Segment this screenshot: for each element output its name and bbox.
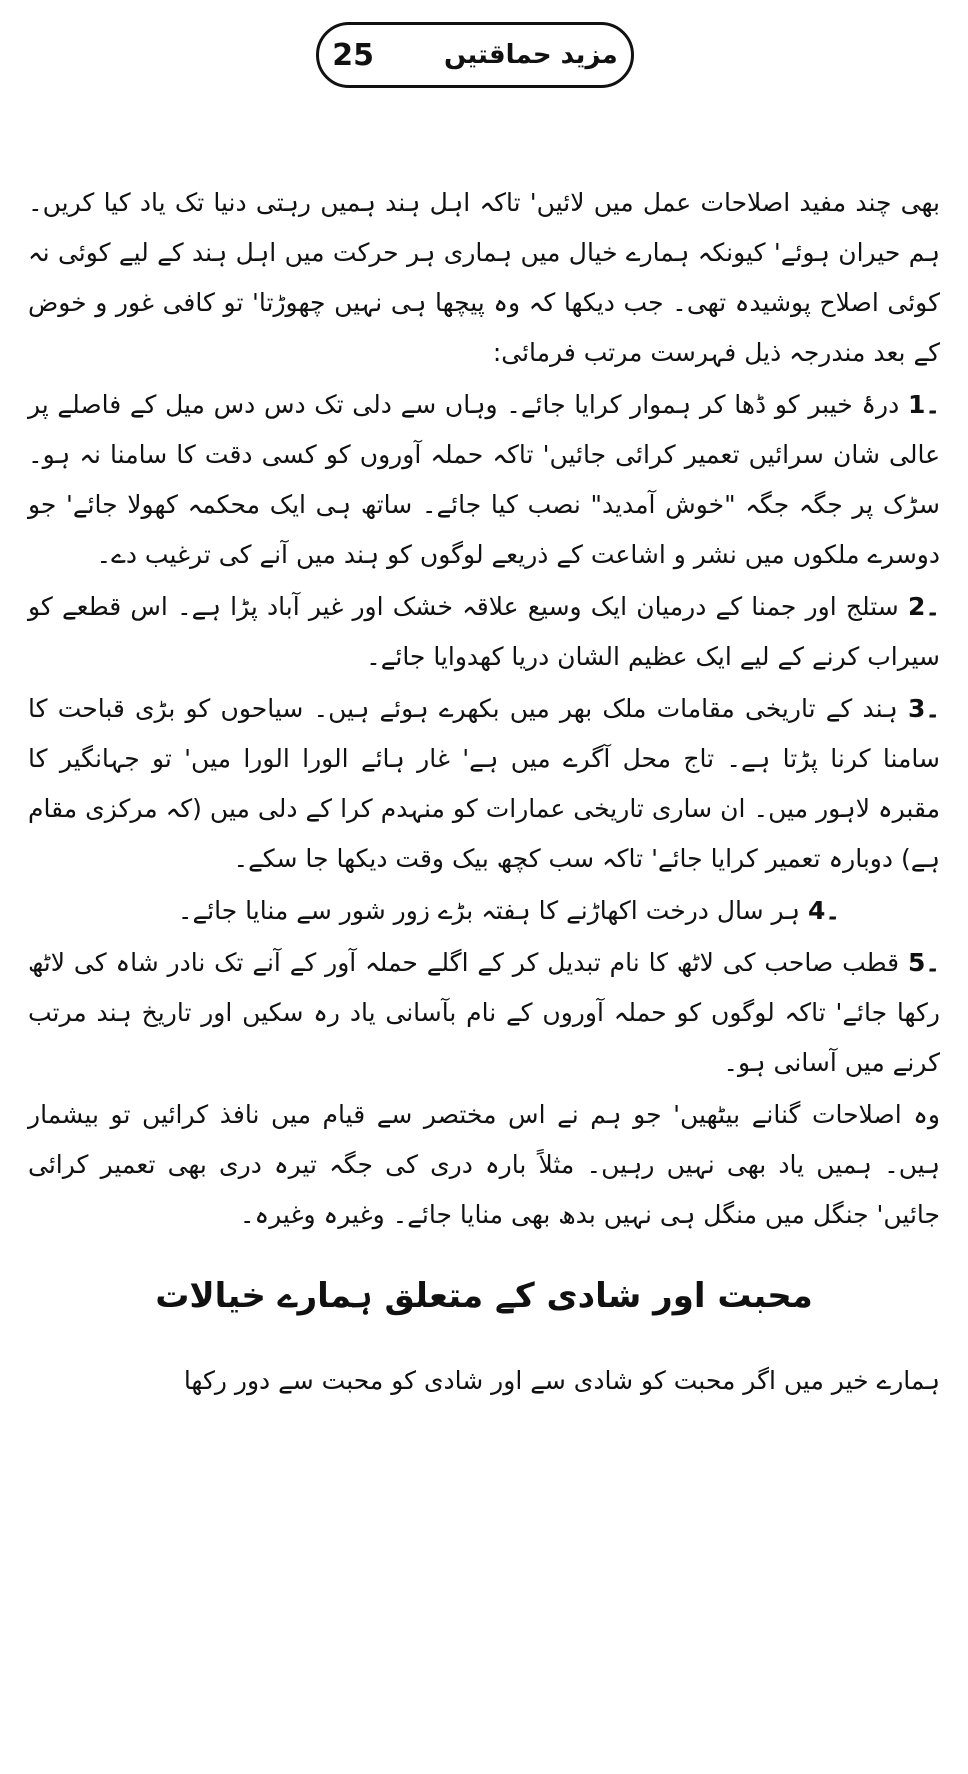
- page-number: 25: [332, 37, 375, 73]
- list-item-number: 4۔: [807, 896, 840, 925]
- list-item-number: 5۔: [907, 948, 941, 977]
- list-item-text: ستلج اور جمنا کے درمیان ایک وسیع علاقہ خشک اور غیر آباد پڑا ہے۔ اس قطعے کو سیراب کرنے کے لیے ایک عظیم الشان دریا کھدوایا جائے۔: [28, 592, 940, 671]
- list-item: [28, 380, 940, 580]
- list-item: [28, 886, 940, 936]
- list-item-number: 1۔: [907, 390, 940, 419]
- book-title: مزید حماقتیں: [444, 40, 618, 70]
- closing-paragraph: وہ اصلاحات گنانے بیٹھیں' جو ہم نے اس مختصر سے قیام میں نافذ کرائیں تو بیشمار ہیں۔ ہمیں یاد بھی نہیں رہیں۔ مثلاً بارہ دری کی جگہ تیرہ دری بھی تعمیر کرائی جائیں' جنگل میں منگل ہی نہیں بدھ بھی منایا جائے۔ وغیرہ وغیرہ۔: [28, 1100, 940, 1229]
- section-first-line: ہمارے خیر میں اگر محبت کو شادی سے اور شادی کو محبت سے دور رکھا: [183, 1366, 940, 1395]
- list-item-text: ہر سال درخت اکھاڑنے کا ہفتہ بڑے زور شور سے منایا جائے۔: [177, 896, 800, 925]
- page-body: [28, 178, 940, 1408]
- section-heading: محبت اور شادی کے متعلق ہمارے خیالات: [155, 1276, 813, 1316]
- intro-paragraph: بھی چند مفید اصلاحات عمل میں لائیں' تاکہ اہل ہند ہمیں رہتی دنیا تک یاد کیا کریں۔ ہم حیران ہوئے' کیونکہ ہمارے خیال میں ہماری ہر حرکت میں اہل ہند کے لیے کوئی نہ کوئی اصلاح پوشیدہ تھی۔ جب دیکھا کہ وہ پیچھا ہی نہیں چھوڑتا' تو کافی غور و خوض کے بعد مندرجہ ذیل فہرست مرتب فرمائی:: [28, 188, 940, 367]
- list-item: [28, 684, 940, 884]
- list-item-text: ہند کے تاریخی مقامات ملک بھر میں بکھرے ہوئے ہیں۔ سیاحوں کو بڑی قباحت کا سامنا کرنا پڑتا ہے۔ تاج محل آگرے میں ہے' غار ہائے الورا الورا میں' تو جہانگیر کا مقبرہ لاہور میں۔ ان ساری تاریخی عمارات کو منہدم کرا کے دلی میں (کہ مرکزی مقام ہے) دوبارہ تعمیر کرایا جائے' تاکہ سب کچھ بیک وقت دیکھا جا سکے۔: [28, 694, 940, 873]
- page-header: [316, 22, 634, 88]
- list-item-number: 2۔: [907, 592, 941, 621]
- list-item: [28, 938, 940, 1088]
- list-item-number: 3۔: [907, 694, 941, 723]
- list-item-text: درۂ خیبر کو ڈھا کر ہموار کرایا جائے۔ وہاں سے دلی تک دس دس میل کے فاصلے پر عالی شان سرائیں تعمیر کرائی جائیں' تاکہ حملہ آوروں کو کسی دقت کا سامنا نہ ہو۔ سڑک پر جگہ جگہ "خوش آمدید" نصب کیا جائے۔ ساتھ ہی ایک محکمہ کھولا جائے' جو دوسرے ملکوں میں نشر و اشاعت کے ذریعے لوگوں کو ہند میں آنے کی ترغیب دے۔: [28, 390, 940, 569]
- list-item: [28, 582, 940, 682]
- list-item-text: قطب صاحب کی لاٹھ کا نام تبدیل کر کے اگلے حملہ آور کے آنے تک نادر شاہ کی لاٹھ رکھا جائے' تاکہ لوگوں کو حملہ آوروں کے نام بآسانی یاد رہ سکیں اور تاریخ ہند مرتب کرنے میں آسانی ہو۔: [28, 948, 940, 1077]
